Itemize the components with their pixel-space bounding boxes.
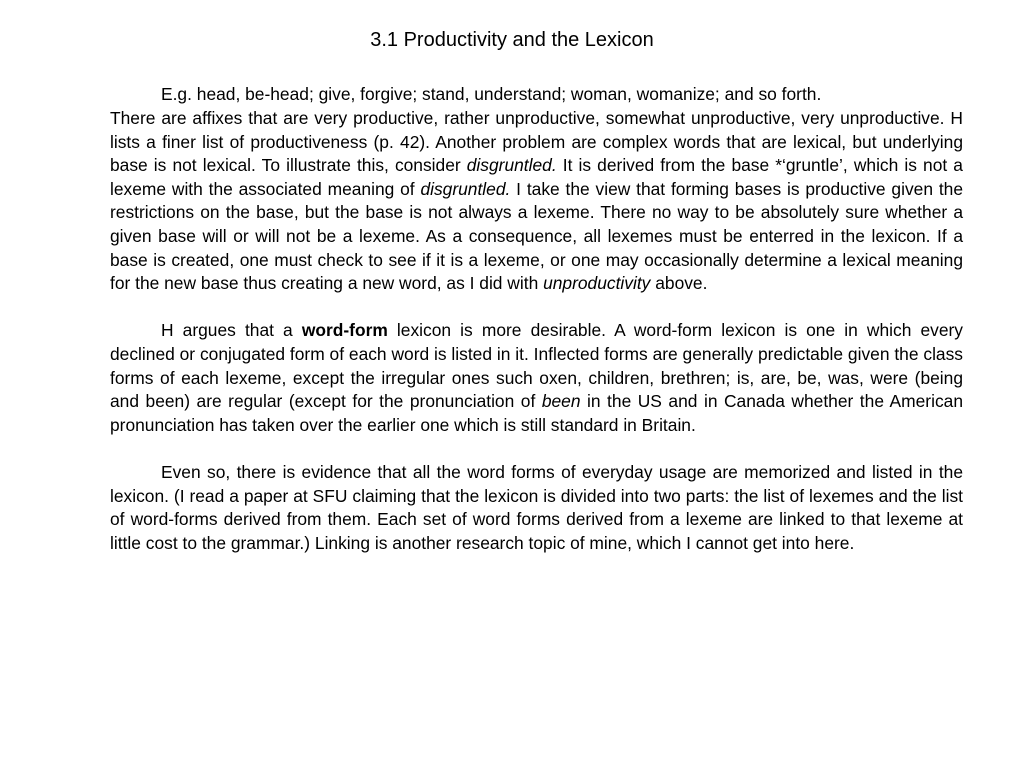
paragraph-text: lexicon is more desirable. A word-form lexicon is one in which every declined or conjugated form of each word is listed in it. Inflected forms are generally predictable given the class forms of each lexeme, except the irregular ones such oxen, children, brethren; is, are, be, was, were (being and been) are regular (except for the pronunciation of: [110, 320, 963, 412]
paragraph-text: It is derived from the base *‘gruntle’, which is not a lexeme with the associated meaning of: [110, 155, 963, 199]
paragraph-text: above.: [650, 273, 708, 294]
paragraph-productivity: [110, 107, 963, 296]
paragraph-evidence: [110, 461, 963, 555]
italic-term: disgruntled.: [466, 155, 557, 176]
paragraph-word-form: [110, 319, 963, 437]
italic-term: been: [541, 391, 581, 412]
paragraph-spacer: [110, 437, 963, 461]
page-title: 3.1 Productivity and the Lexicon: [370, 29, 654, 51]
paragraph-text: H argues that a: [161, 320, 302, 341]
paragraph-text: There are affixes that are very productive, rather unproductive, somewhat unproductive, very unproductive. H lists a finer list of productiveness (p. 42). Another problem are complex words that are lexical, but underlying base is not lexical. To illustrate this, consider: [110, 108, 963, 176]
paragraph-text: in the US and in Canada whether the American pronunciation has taken over the earlier one which is still standard in Britain.: [110, 391, 963, 435]
paragraph-spacer: [110, 296, 963, 320]
example-line: E.g. head, be-head; give, forgive; stand, understand; woman, womanize; and so forth.: [161, 84, 822, 104]
paragraph-text: Even so, there is evidence that all the word forms of everyday usage are memorized and listed in the lexicon. (I read a paper at SFU claiming that the lexicon is divided into two parts: the list of lexemes and the list of word-forms derived from them. Each set of word forms derived from a lexeme are linked to that lexeme at little cost to the grammar.) Linking is another research topic of mine, which I cannot get into here.: [110, 461, 963, 553]
paragraph-text: I take the view that forming bases is productive given the restrictions on the base, but the base is not always a lexeme. There no way to be absolutely sure whether a given base will or will not be a lexeme. As a consequence, all lexemes must be enterred in the lexicon. If a base is created, one must check to see if it is a lexeme, or one may occasionally determine a lexical meaning for the new base thus creating a new word, as I did with: [110, 178, 963, 294]
italic-term: disgruntled.: [420, 178, 511, 199]
bold-term: word-form: [301, 320, 388, 341]
italic-term: unproductivity: [543, 273, 651, 294]
document-body: [110, 82, 963, 555]
